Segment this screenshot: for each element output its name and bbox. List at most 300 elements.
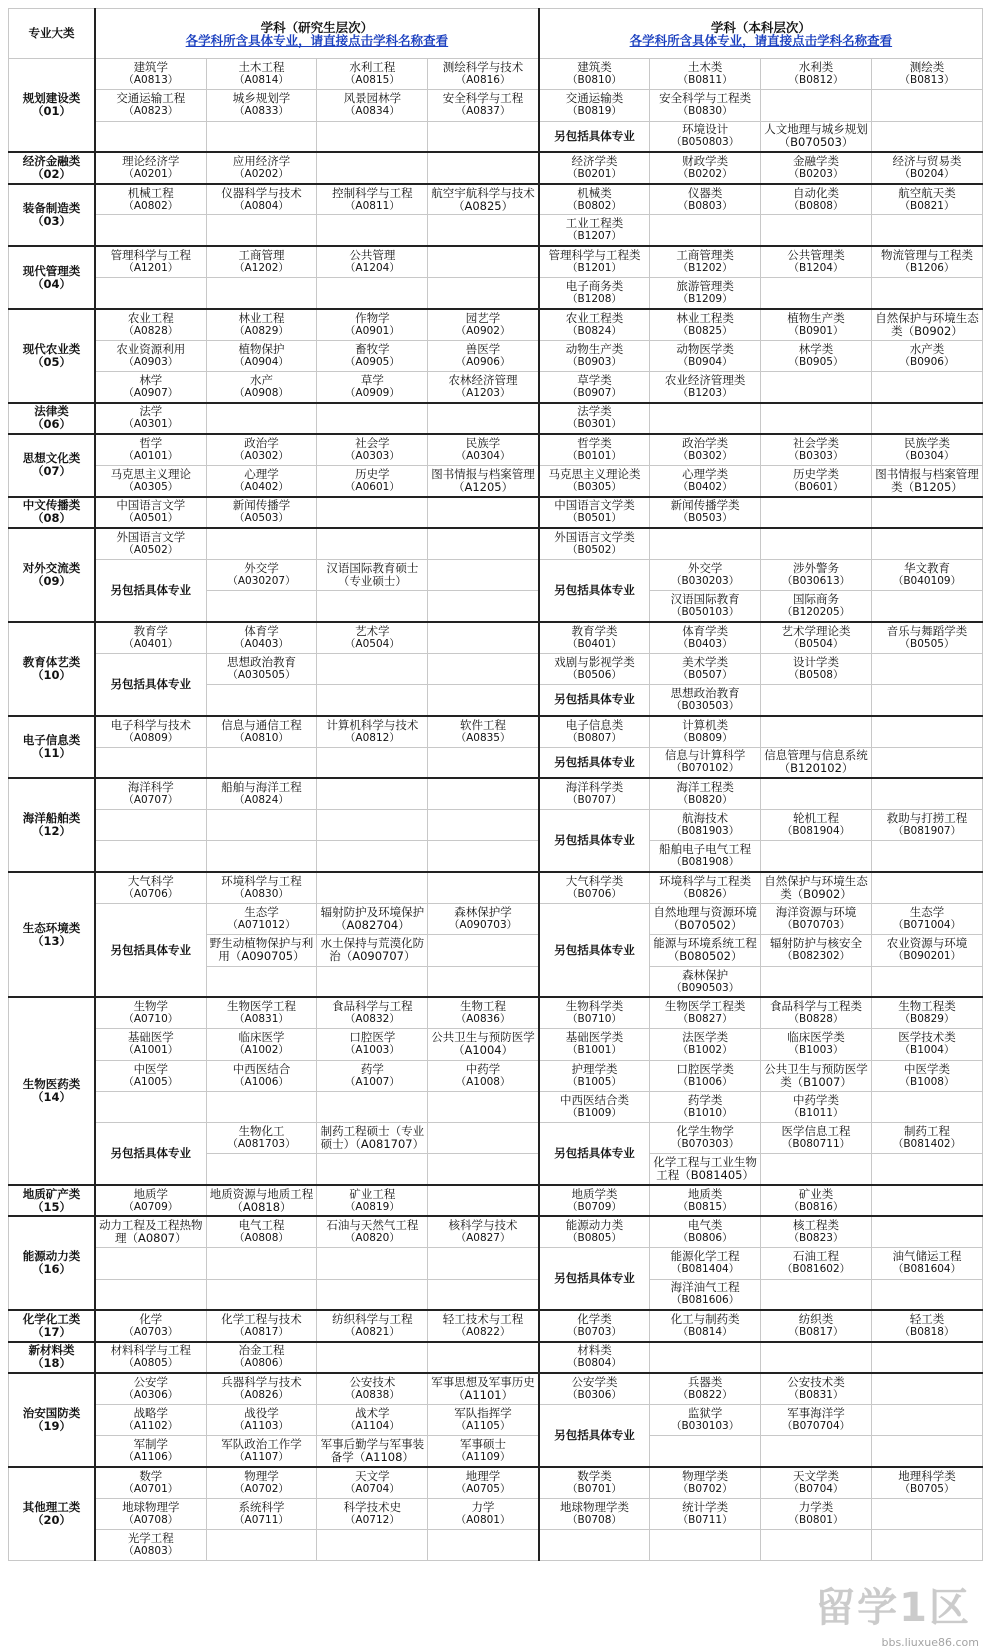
subject-name[interactable]: 力学类	[798, 1499, 834, 1514]
subject-cell[interactable]	[206, 497, 317, 528]
subject-cell[interactable]	[206, 371, 317, 402]
subject-name[interactable]: 外交学	[244, 560, 279, 575]
subject-cell[interactable]	[871, 997, 982, 1028]
subject-cell[interactable]	[539, 778, 650, 809]
subject-cell[interactable]	[761, 465, 872, 496]
subject-cell[interactable]	[761, 1373, 872, 1404]
subject-cell[interactable]	[650, 1216, 761, 1247]
subject-name[interactable]: 农业资源与环境	[886, 936, 968, 951]
subject-name[interactable]: 外国语言文学类	[554, 529, 635, 544]
subject-name[interactable]: 生态学	[909, 905, 945, 920]
subject-cell[interactable]	[650, 90, 761, 121]
subject-cell[interactable]	[95, 403, 206, 434]
subject-cell[interactable]	[539, 465, 650, 496]
subject-name[interactable]: 畜牧学	[355, 341, 390, 356]
subject-name[interactable]: 电子科学与技术	[110, 717, 192, 732]
subject-name[interactable]: 核工程类	[793, 1218, 840, 1233]
subject-name[interactable]: 植物保护	[238, 341, 285, 356]
subject-name[interactable]: 马克思主义理论类	[548, 466, 641, 481]
subject-cell[interactable]	[871, 1029, 982, 1060]
subject-cell[interactable]	[317, 246, 428, 277]
subject-cell[interactable]	[539, 716, 650, 747]
subject-name[interactable]: 法学	[139, 404, 163, 419]
subject-name[interactable]: 海洋资源与环境	[775, 905, 857, 920]
subject-name[interactable]: 临床医学	[238, 1030, 285, 1045]
subject-name[interactable]: 历史学	[355, 466, 390, 481]
subject-cell[interactable]	[761, 1310, 872, 1341]
subject-name[interactable]: 地质学类	[571, 1186, 618, 1201]
subject-cell[interactable]	[95, 371, 206, 402]
subject-name[interactable]: 信息与计算科学	[664, 748, 746, 763]
subject-cell[interactable]	[650, 340, 761, 371]
subject-cell[interactable]	[206, 59, 317, 90]
subject-name[interactable]: 核科学与技术	[448, 1218, 518, 1233]
subject-cell[interactable]	[539, 215, 650, 246]
subject-name[interactable]: 社会学	[355, 435, 390, 450]
subject-name[interactable]: 汉语国际教育硕士（专业硕士）	[326, 560, 419, 588]
subject-name[interactable]: 化学工程与工业生物工程（B081405）	[653, 1155, 757, 1183]
subject-cell[interactable]	[539, 653, 650, 684]
subject-cell[interactable]	[650, 1310, 761, 1341]
subject-cell[interactable]	[95, 622, 206, 653]
subject-cell[interactable]	[317, 1029, 428, 1060]
subject-cell[interactable]	[428, 1404, 539, 1435]
subject-cell[interactable]	[871, 246, 982, 277]
subject-name[interactable]: 计算机科学与技术	[326, 717, 419, 732]
subject-cell[interactable]	[95, 152, 206, 183]
subject-cell[interactable]	[95, 1342, 206, 1373]
subject-name[interactable]: 石油与天然气工程	[326, 1218, 419, 1233]
subject-name[interactable]: 安全科学与工程类	[659, 91, 752, 106]
subject-cell[interactable]	[428, 371, 539, 402]
subject-name[interactable]: 地理科学类	[898, 1468, 956, 1483]
subject-cell[interactable]	[539, 1342, 650, 1373]
subject-cell[interactable]	[539, 246, 650, 277]
subject-name[interactable]: 社会学类	[793, 435, 840, 450]
subject-cell[interactable]	[317, 1123, 428, 1154]
subject-cell[interactable]	[206, 90, 317, 121]
subject-cell[interactable]	[317, 622, 428, 653]
subject-cell[interactable]	[650, 997, 761, 1028]
subject-name[interactable]: 园艺学	[465, 310, 501, 325]
subject-cell[interactable]	[206, 309, 317, 340]
subject-name[interactable]: 海洋油气工程	[670, 1280, 740, 1295]
subject-name[interactable]: 战役学	[244, 1405, 279, 1420]
subject-cell[interactable]	[539, 371, 650, 402]
subject-name[interactable]: 马克思主义理论	[110, 466, 192, 481]
subject-name[interactable]: 思想政治教育	[670, 685, 740, 700]
subject-name[interactable]: 建筑学	[133, 60, 169, 75]
subject-name[interactable]: 物理学	[244, 1468, 279, 1483]
subject-name[interactable]: 工商管理类	[676, 248, 734, 263]
subject-name[interactable]: 兵器科学与技术	[221, 1374, 302, 1389]
subject-name[interactable]: 思想政治教育	[226, 654, 296, 669]
subject-cell[interactable]	[871, 184, 982, 215]
subject-name[interactable]: 土木工程	[238, 60, 285, 75]
subject-name[interactable]: 植物生产类	[787, 310, 845, 325]
subject-cell[interactable]	[317, 1436, 428, 1467]
subject-cell[interactable]	[539, 59, 650, 90]
subject-name[interactable]: 力学	[471, 1499, 495, 1514]
subject-cell[interactable]	[206, 653, 317, 684]
subject-name[interactable]: 生物化工	[238, 1124, 285, 1139]
subject-name[interactable]: 军制学	[133, 1436, 169, 1451]
subject-name[interactable]: 仪器科学与技术	[221, 185, 302, 200]
subject-cell[interactable]	[317, 935, 428, 966]
subject-name[interactable]: 人文地理与城乡规划（B070503）	[764, 122, 868, 150]
subject-name[interactable]: 大气科学	[127, 874, 174, 889]
subject-name[interactable]: 中西医结合	[232, 1061, 291, 1076]
subject-name[interactable]: 船舶电子电气工程	[659, 842, 752, 857]
subject-name[interactable]: 音乐与舞蹈学类	[886, 623, 968, 638]
subject-cell[interactable]	[650, 278, 761, 309]
subject-name[interactable]: 动物生产类	[565, 341, 624, 356]
subject-cell[interactable]	[761, 1123, 872, 1154]
subject-name[interactable]: 水产	[249, 372, 273, 387]
subject-cell[interactable]	[650, 1123, 761, 1154]
subject-name[interactable]: 理论经济学	[122, 154, 180, 169]
subject-cell[interactable]	[761, 1498, 872, 1529]
subject-name[interactable]: 交通运输工程	[116, 91, 186, 106]
subject-cell[interactable]	[871, 935, 982, 966]
subject-name[interactable]: 水土保持与荒漠化防治（A090707）	[320, 936, 425, 964]
subject-name[interactable]: 化学生物学	[676, 1124, 734, 1139]
subject-name[interactable]: 控制科学与工程	[332, 185, 413, 200]
subject-cell[interactable]	[539, 1216, 650, 1247]
subject-cell[interactable]	[761, 121, 872, 152]
subject-cell[interactable]	[206, 904, 317, 935]
subject-cell[interactable]	[650, 622, 761, 653]
subject-cell[interactable]	[206, 872, 317, 903]
subject-cell[interactable]	[539, 90, 650, 121]
subject-cell[interactable]	[539, 1029, 650, 1060]
subject-name[interactable]: 农业工程类	[565, 310, 624, 325]
subject-name[interactable]: 林业工程类	[676, 310, 734, 325]
subject-cell[interactable]	[206, 1404, 317, 1435]
subject-name[interactable]: 公共卫生与预防医学（A1004）	[431, 1030, 535, 1058]
subject-cell[interactable]	[650, 121, 761, 152]
subject-cell[interactable]	[95, 497, 206, 528]
subject-name[interactable]: 新闻传播学	[232, 498, 291, 513]
subject-cell[interactable]	[650, 841, 761, 872]
subject-name[interactable]: 化工与制药类	[670, 1312, 740, 1327]
subject-name[interactable]: 轻工类	[909, 1312, 945, 1327]
subject-cell[interactable]	[206, 434, 317, 465]
subject-name[interactable]: 地理学	[465, 1468, 501, 1483]
subject-name[interactable]: 医学信息工程	[781, 1124, 851, 1139]
subject-cell[interactable]	[206, 559, 317, 590]
subject-cell[interactable]	[206, 935, 317, 966]
subject-cell[interactable]	[206, 184, 317, 215]
subject-name[interactable]: 化学工程与技术	[221, 1312, 302, 1327]
subject-name[interactable]: 心理学类	[682, 466, 729, 481]
subject-cell[interactable]	[317, 1404, 428, 1435]
subject-cell[interactable]	[428, 1498, 539, 1529]
subject-cell[interactable]	[761, 1060, 872, 1091]
subject-cell[interactable]	[206, 778, 317, 809]
subject-name[interactable]: 地球物理学类	[559, 1499, 629, 1514]
subject-cell[interactable]	[650, 1279, 761, 1310]
subject-cell[interactable]	[871, 340, 982, 371]
subject-name[interactable]: 公共管理	[349, 248, 396, 263]
subject-cell[interactable]	[95, 309, 206, 340]
subject-cell[interactable]	[428, 465, 539, 496]
subject-cell[interactable]	[761, 1248, 872, 1279]
subject-cell[interactable]	[650, 1498, 761, 1529]
subject-name[interactable]: 制药工程	[903, 1124, 950, 1139]
subject-cell[interactable]	[650, 1467, 761, 1498]
subject-cell[interactable]	[317, 340, 428, 371]
subject-cell[interactable]	[871, 1123, 982, 1154]
subject-cell[interactable]	[317, 1498, 428, 1529]
subject-cell[interactable]	[650, 684, 761, 715]
subject-name[interactable]: 药学类	[687, 1092, 723, 1107]
subject-name[interactable]: 军队指挥学	[454, 1405, 512, 1420]
subject-name[interactable]: 应用经济学	[232, 154, 291, 169]
subject-cell[interactable]	[871, 309, 982, 340]
subject-cell[interactable]	[428, 1060, 539, 1091]
subject-cell[interactable]	[650, 559, 761, 590]
subject-name[interactable]: 中国语言文学类	[554, 498, 635, 513]
subject-name[interactable]: 物流管理与工程类	[880, 248, 973, 263]
subject-cell[interactable]	[206, 152, 317, 183]
subject-name[interactable]: 法医学类	[682, 1030, 729, 1045]
subject-cell[interactable]	[206, 1123, 317, 1154]
subject-name[interactable]: 油气储运工程	[892, 1249, 962, 1264]
subject-cell[interactable]	[428, 59, 539, 90]
subject-name[interactable]: 中医学	[133, 1061, 169, 1076]
subject-name[interactable]: 野生动植物保护与利用（A090705）	[209, 936, 314, 964]
subject-cell[interactable]	[539, 1498, 650, 1529]
subject-cell[interactable]	[317, 1310, 428, 1341]
subject-cell[interactable]	[206, 1436, 317, 1467]
subject-cell[interactable]	[650, 465, 761, 496]
subject-cell[interactable]	[317, 559, 428, 590]
subject-cell[interactable]	[428, 90, 539, 121]
subject-name[interactable]: 生物工程	[460, 999, 507, 1014]
subject-name[interactable]: 历史学类	[793, 466, 840, 481]
subject-name[interactable]: 中国语言文学	[116, 498, 186, 513]
subject-name[interactable]: 地球物理学	[122, 1499, 180, 1514]
undergrad-link[interactable]: 各学科所含具体专业，请直接点击学科名称查看	[629, 32, 893, 48]
subject-name[interactable]: 海洋科学	[127, 780, 174, 795]
subject-cell[interactable]	[761, 1404, 872, 1435]
subject-cell[interactable]	[761, 184, 872, 215]
subject-cell[interactable]	[871, 1060, 982, 1091]
subject-name[interactable]: 心理学	[244, 466, 279, 481]
subject-cell[interactable]	[317, 309, 428, 340]
subject-cell[interactable]	[650, 747, 761, 778]
subject-cell[interactable]	[206, 1467, 317, 1498]
subject-name[interactable]: 戏剧与影视学类	[554, 654, 635, 669]
subject-name[interactable]: 环境设计	[682, 122, 729, 137]
subject-name[interactable]: 教育学类	[571, 623, 618, 638]
subject-cell[interactable]	[95, 872, 206, 903]
subject-name[interactable]: 食品科学与工程	[332, 999, 413, 1014]
subject-name[interactable]: 兵器类	[687, 1374, 723, 1389]
subject-cell[interactable]	[871, 1310, 982, 1341]
subject-cell[interactable]	[95, 528, 206, 559]
subject-name[interactable]: 食品科学与工程类	[770, 999, 863, 1014]
subject-name[interactable]: 纺织类	[798, 1312, 834, 1327]
subject-name[interactable]: 轻工技术与工程	[442, 1312, 524, 1327]
subject-cell[interactable]	[95, 716, 206, 747]
subject-cell[interactable]	[650, 1029, 761, 1060]
subject-name[interactable]: 数学类	[577, 1468, 612, 1483]
subject-cell[interactable]	[428, 1029, 539, 1060]
subject-name[interactable]: 作物学	[355, 310, 390, 325]
subject-cell[interactable]	[317, 1185, 428, 1216]
graduate-link[interactable]: 各学科所含具体专业，请直接点击学科名称查看	[185, 32, 449, 48]
subject-name[interactable]: 交通运输类	[565, 91, 624, 106]
subject-cell[interactable]	[95, 1060, 206, 1091]
subject-name[interactable]: 系统科学	[238, 1499, 285, 1514]
subject-cell[interactable]	[428, 716, 539, 747]
subject-name[interactable]: 纺织科学与工程	[332, 1312, 413, 1327]
subject-name[interactable]: 法学类	[577, 404, 612, 419]
subject-cell[interactable]	[317, 997, 428, 1028]
subject-name[interactable]: 口腔医学	[349, 1030, 396, 1045]
subject-name[interactable]: 化学	[139, 1312, 163, 1327]
subject-name[interactable]: 管理科学与工程	[110, 248, 192, 263]
subject-cell[interactable]	[317, 1060, 428, 1091]
subject-name[interactable]: 光学工程	[127, 1531, 174, 1546]
subject-name[interactable]: 民族学类	[903, 435, 950, 450]
subject-name[interactable]: 中药学类	[793, 1092, 840, 1107]
subject-name[interactable]: 森林保护	[682, 967, 729, 982]
subject-name[interactable]: 生物学	[133, 999, 169, 1014]
subject-name[interactable]: 自然保护与环境生态类（B0902）	[875, 310, 979, 338]
subject-name[interactable]: 公安学	[133, 1374, 169, 1389]
subject-name[interactable]: 石油工程	[793, 1249, 840, 1264]
subject-cell[interactable]	[428, 1436, 539, 1467]
subject-name[interactable]: 林学类	[798, 341, 834, 356]
subject-cell[interactable]	[428, 997, 539, 1028]
subject-cell[interactable]	[650, 1248, 761, 1279]
subject-name[interactable]: 航空航天类	[898, 185, 956, 200]
subject-cell[interactable]	[761, 904, 872, 935]
subject-name[interactable]: 生物医学工程类	[664, 999, 746, 1014]
subject-name[interactable]: 口腔医学类	[676, 1061, 734, 1076]
subject-name[interactable]: 风景园林学	[343, 91, 402, 106]
subject-cell[interactable]	[650, 778, 761, 809]
subject-cell[interactable]	[761, 1091, 872, 1122]
subject-cell[interactable]	[650, 966, 761, 997]
subject-cell[interactable]	[871, 1467, 982, 1498]
subject-name[interactable]: 政治学	[244, 435, 279, 450]
subject-name[interactable]: 战术学	[355, 1405, 390, 1420]
subject-name[interactable]: 计算机类	[682, 717, 729, 732]
subject-cell[interactable]	[206, 622, 317, 653]
subject-name[interactable]: 军事后勤学与军事装备学（A1108）	[320, 1436, 425, 1464]
subject-name[interactable]: 草学	[360, 372, 384, 387]
subject-cell[interactable]	[317, 465, 428, 496]
subject-name[interactable]: 林学	[139, 372, 163, 387]
subject-cell[interactable]	[206, 1029, 317, 1060]
subject-name[interactable]: 军事硕士	[460, 1436, 507, 1451]
subject-name[interactable]: 能源化学工程	[670, 1249, 740, 1264]
subject-cell[interactable]	[650, 1404, 761, 1435]
subject-name[interactable]: 图书情报与档案管理（A1205）	[431, 466, 535, 494]
subject-name[interactable]: 辐射防护及环境保护（A082704）	[320, 905, 425, 933]
subject-cell[interactable]	[317, 716, 428, 747]
subject-name[interactable]: 软件工程	[460, 717, 507, 732]
subject-cell[interactable]	[650, 59, 761, 90]
subject-name[interactable]: 农业资源利用	[116, 341, 186, 356]
subject-cell[interactable]	[650, 434, 761, 465]
subject-name[interactable]: 草学类	[577, 372, 612, 387]
subject-cell[interactable]	[650, 184, 761, 215]
subject-name[interactable]: 国际商务	[793, 591, 840, 606]
subject-cell[interactable]	[95, 1404, 206, 1435]
subject-name[interactable]: 船舶与海洋工程	[221, 780, 302, 795]
subject-cell[interactable]	[650, 653, 761, 684]
subject-cell[interactable]	[871, 434, 982, 465]
subject-name[interactable]: 机械工程	[127, 185, 174, 200]
subject-cell[interactable]	[317, 1216, 428, 1247]
subject-name[interactable]: 轮机工程	[793, 811, 840, 826]
subject-cell[interactable]	[317, 434, 428, 465]
subject-cell[interactable]	[871, 559, 982, 590]
subject-cell[interactable]	[761, 997, 872, 1028]
subject-name[interactable]: 生物科学类	[565, 999, 624, 1014]
subject-cell[interactable]	[539, 152, 650, 183]
subject-name[interactable]: 水利工程	[349, 60, 396, 75]
subject-cell[interactable]	[650, 1373, 761, 1404]
subject-name[interactable]: 汉语国际教育	[670, 591, 740, 606]
subject-cell[interactable]	[871, 904, 982, 935]
subject-name[interactable]: 自然保护与环境生态类（B0902）	[764, 874, 868, 902]
subject-name[interactable]: 海洋科学类	[565, 780, 624, 795]
subject-cell[interactable]	[95, 1373, 206, 1404]
subject-cell[interactable]	[206, 340, 317, 371]
subject-cell[interactable]	[761, 872, 872, 903]
subject-cell[interactable]	[206, 246, 317, 277]
subject-name[interactable]: 美术学类	[682, 654, 729, 669]
subject-cell[interactable]	[650, 872, 761, 903]
subject-cell[interactable]	[428, 1373, 539, 1404]
subject-name[interactable]: 科学技术史	[343, 1499, 402, 1514]
subject-name[interactable]: 艺术学	[355, 623, 390, 638]
subject-cell[interactable]	[95, 434, 206, 465]
subject-name[interactable]: 经济学类	[571, 154, 618, 169]
subject-name[interactable]: 矿业工程	[349, 1186, 396, 1201]
subject-cell[interactable]	[206, 716, 317, 747]
subject-cell[interactable]	[539, 278, 650, 309]
subject-name[interactable]: 图书情报与档案管理类（B1205）	[875, 466, 979, 494]
subject-name[interactable]: 能源动力类	[565, 1218, 624, 1233]
subject-name[interactable]: 材料类	[577, 1343, 612, 1358]
subject-cell[interactable]	[428, 184, 539, 215]
subject-name[interactable]: 自动化类	[793, 185, 840, 200]
subject-name[interactable]: 材料科学与工程	[110, 1343, 192, 1358]
subject-name[interactable]: 公安学类	[571, 1374, 618, 1389]
subject-name[interactable]: 外交学	[687, 560, 723, 575]
subject-cell[interactable]	[95, 997, 206, 1028]
subject-name[interactable]: 管理科学与工程类	[548, 248, 641, 263]
subject-name[interactable]: 基础医学	[127, 1030, 174, 1045]
subject-name[interactable]: 能源与环境系统工程（B080502）	[653, 936, 757, 964]
subject-cell[interactable]	[539, 528, 650, 559]
subject-cell[interactable]	[539, 1467, 650, 1498]
subject-cell[interactable]	[95, 1185, 206, 1216]
subject-cell[interactable]	[539, 1060, 650, 1091]
subject-name[interactable]: 环境科学与工程类	[659, 874, 752, 889]
subject-name[interactable]: 地质资源与地质工程（A0818）	[209, 1186, 314, 1214]
subject-cell[interactable]	[317, 1467, 428, 1498]
subject-cell[interactable]	[539, 622, 650, 653]
subject-cell[interactable]	[761, 340, 872, 371]
